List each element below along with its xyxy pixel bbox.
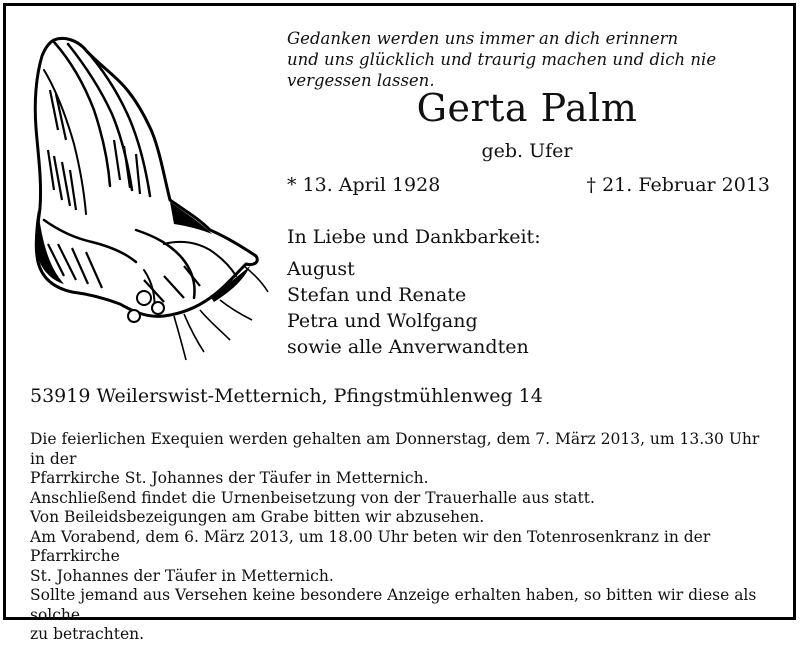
mourner-entry: Petra und Wolfgang [287, 310, 478, 332]
mourner-entry: August [287, 258, 355, 280]
praying-hands-icon [24, 30, 269, 365]
notice-line: Anschließend findet die Urnenbeisetzung von der Trauerhalle aus statt. [30, 488, 595, 507]
death-date: † 21. Februar 2013 [586, 174, 770, 196]
notice-line: Die feierlichen Exequien werden gehalten am Donnerstag, dem 7. März 2013, um 13.30 Uhr in der [30, 430, 760, 468]
service-notice [30, 430, 775, 645]
notice-line: St. Johannes der Täufer in Metternich. [30, 566, 334, 585]
notice-line: Pfarrkirche St. Johannes der Täufer in Metternich. [30, 469, 429, 487]
address: 53919 Weilerswist-Metternich, Pfingstmühlenweg 14 [30, 385, 543, 407]
mourners-list [287, 256, 529, 360]
mourner-entry: Stefan und Renate [287, 284, 467, 306]
quote-line: und uns glücklich und traurig machen und dich nie vergessen lassen. [287, 50, 717, 90]
notice-line: Von Beileidsbezeigungen am Grabe bitten wir abzusehen. [30, 508, 485, 526]
maiden-name: geb. Ufer [481, 140, 573, 162]
quote-line: Gedanken werden uns immer an dich erinnern [287, 29, 679, 48]
notice-line: zu betrachten. [30, 625, 145, 643]
mourners-intro: In Liebe und Dankbarkeit: [287, 226, 541, 248]
notice-line: Am Vorabend, dem 6. März 2013, um 18.00 Uhr beten wir den Totenrosenkranz in der Pfarrkirche [30, 527, 711, 565]
memorial-quote [287, 28, 777, 91]
mourner-entry: sowie alle Anverwandten [287, 336, 529, 358]
birth-date: * 13. April 1928 [287, 174, 441, 196]
deceased-name: Gerta Palm [416, 86, 638, 130]
notice-line: Sollte jemand aus Versehen keine besondere Anzeige erhalten haben, so bitten wir diese als solche [30, 586, 757, 624]
